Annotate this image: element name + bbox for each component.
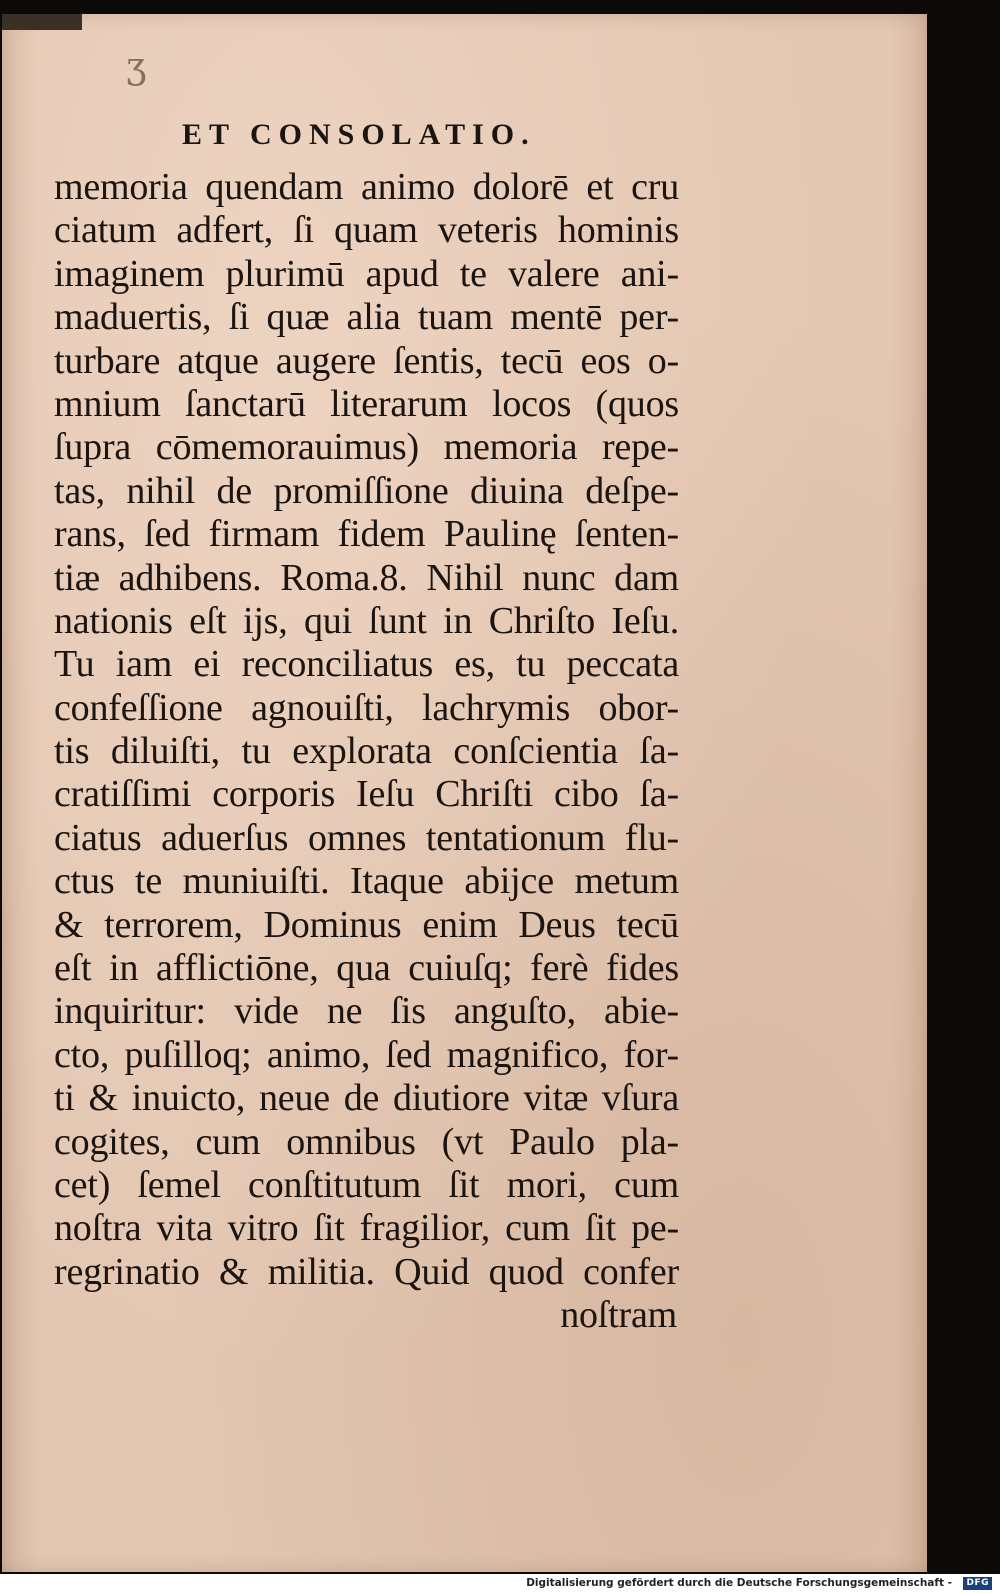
text-line: ſupra cōmemorauimus) memoria repe- [54, 426, 679, 469]
text-line: tas, nihil de promiſſione diuina deſpe- [54, 469, 679, 512]
text-line: regrinatio & militia. Quid quod confer [54, 1250, 679, 1293]
book-page [2, 14, 927, 1572]
text-line: tis diluiſti, tu explorata conſcientia ſa- [54, 730, 679, 773]
dfg-logo: DFG [963, 1577, 992, 1590]
text-line: mnium ſanctarū literarum locos (quos [54, 382, 679, 425]
text-line: confeſſione agnouiſti, lachrymis obor- [54, 686, 679, 729]
text-line: eſt in afflictiōne, qua cuiuſq; ferè fides [54, 947, 679, 990]
text-line: cratiſſimi corporis Ieſu Chriſti cibo ſa- [54, 773, 679, 816]
text-line: inquiritur: vide ne ſis anguſto, abie- [54, 990, 679, 1033]
text-line: nationis eſt ijs, qui ſunt in Chriſto Ieſu. [54, 599, 679, 642]
text-line: rans, ſed firmam fidem Paulinę ſenten- [54, 513, 679, 556]
text-line: ciatum adfert, ſi quam veteris hominis [54, 209, 679, 252]
text-block [54, 166, 679, 1338]
text-line: turbare atque augere ſentis, tecū eos o- [54, 339, 679, 382]
digitization-footer [0, 1574, 1000, 1594]
footer-credit: Digitalisierung gefördert durch die Deutsche Forschungsgemeinschaft - [526, 1577, 952, 1589]
text-line: cet) ſemel conſtitutum ſit mori, cum [54, 1163, 679, 1206]
running-head: ET CONSOLATIO. [182, 118, 536, 151]
text-line: maduertis, ſi quæ alia tuam mentē per- [54, 296, 679, 339]
catchword: noſtram [560, 1294, 677, 1337]
text-line: Tu iam ei reconciliatus es, tu peccata [54, 643, 679, 686]
text-line: noſtra vita vitro ſit fragilior, cum ſit pe- [54, 1207, 679, 1250]
text-line: & terrorem, Dominus enim Deus tecū [54, 903, 679, 946]
text-line: memoria quendam animo dolorē et cru [54, 166, 679, 208]
text-line: ctus te muniuiſti. Itaque abijce metum [54, 860, 679, 903]
text-line: tiæ adhibens. Roma.8. Nihil nunc dam [54, 556, 679, 599]
page-corner-shadow [2, 14, 82, 30]
text-line: cto, puſilloq; animo, ſed magnifico, for- [54, 1033, 679, 1076]
text-line: cogites, cum omnibus (vt Paulo pla- [54, 1120, 679, 1163]
marginal-mark: ʒ [126, 46, 147, 87]
text-line: ciatus aduerſus omnes tentationum flu- [54, 816, 679, 859]
text-line: ti & inuicto, neue de diutiore vitæ vſura [54, 1077, 679, 1120]
text-line: imaginem plurimū apud te valere ani- [54, 252, 679, 295]
